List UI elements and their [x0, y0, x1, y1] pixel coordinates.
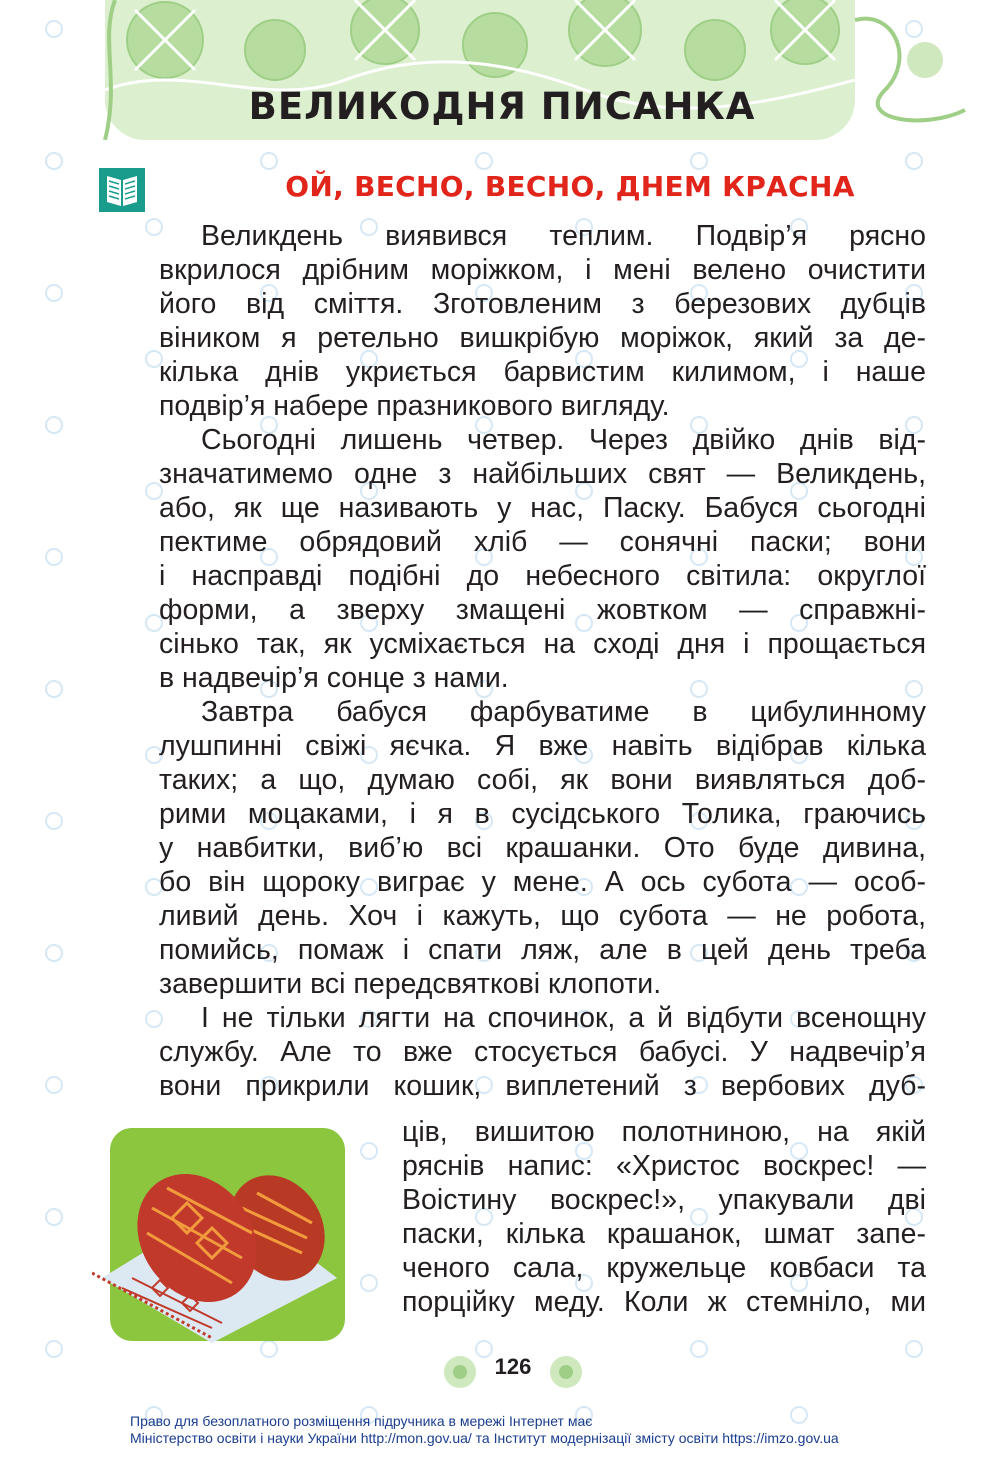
text-line: завершити всі передсвяткові клопоти. — [159, 968, 662, 1000]
story-text-side — [402, 1115, 926, 1319]
text-line: Воістину воскрес!», упакували дві — [402, 1184, 926, 1216]
watermark-mark — [260, 152, 278, 170]
text-line: в надвечір’я сонце з нами. — [159, 662, 509, 694]
chapter-title: ВЕЛИКОДНЯ ПИСАНКА — [248, 85, 756, 128]
text-line: у навбитки, виб’ю всі крашанки. Ото буде дивина, — [159, 832, 926, 864]
text-line: кілька днів укриється барвистим килимом, і наше — [159, 356, 926, 388]
text-line: Великдень виявився теплим. Подвір’я рясно — [201, 220, 926, 252]
watermark-mark — [690, 152, 708, 170]
watermark-mark — [45, 680, 63, 698]
watermark-mark — [690, 1340, 708, 1358]
text-line: пектиме обрядовий хліб — сонячні паски; вони — [159, 526, 926, 558]
text-line: вкрилося дрібним моріжком, і мені велено очистити — [159, 254, 926, 286]
watermark-mark — [45, 944, 63, 962]
watermark-mark — [45, 416, 63, 434]
story-title: ОЙ, ВЕСНО, ВЕСНО, ДНЕМ КРАСНА — [285, 170, 855, 203]
page-ornament-right — [546, 1352, 586, 1392]
watermark-mark — [45, 284, 63, 302]
text-line: його від сміття. Зготовленим з березових дубців — [159, 288, 926, 320]
page-number: 126 — [494, 1354, 532, 1379]
text-line: форми, а зверху змащені жовтком — справжні- — [159, 594, 926, 626]
watermark-mark — [360, 1142, 378, 1160]
text-line: ців, вишитою полотниною, на якій — [402, 1116, 926, 1148]
text-line: службу. Але то вже стосується бабусі. У надвечір’я — [159, 1036, 926, 1068]
text-line: ливий день. Хоч і кажуть, що субота — не робота, — [159, 900, 926, 932]
text-line: сінько так, як усміхається на сході дня і прощається — [159, 628, 926, 660]
text-line: паски, кілька крашанок, шмат запе- — [402, 1218, 926, 1250]
text-line: вони прикрили кошик, виплетений з вербових дуб- — [159, 1070, 926, 1102]
watermark-mark — [45, 20, 63, 38]
text-line: Завтра бабуся фарбуватиме в цибулинному — [201, 696, 926, 728]
text-line: таких; а що, думаю собі, як вони виявляться доб- — [159, 764, 926, 796]
open-book-icon — [99, 168, 145, 212]
watermark-mark — [905, 152, 923, 170]
watermark-mark — [45, 1340, 63, 1358]
text-line: І не тільки лягти на спочинок, а й відбути всенощну — [201, 1002, 926, 1034]
text-line: віником я ретельно вишкрібую моріжок, який за де- — [159, 322, 926, 354]
text-line: значатимемо одне з найбільших свят — Великдень, — [159, 458, 926, 490]
story-text — [159, 219, 926, 1103]
text-line: бо він щороку виграє у мене. А ось субота — особ- — [159, 866, 926, 898]
text-line: помийсь, помаж і спати ляж, але в цей день треба — [159, 934, 926, 966]
watermark-mark — [45, 152, 63, 170]
watermark-mark — [475, 152, 493, 170]
watermark-mark — [905, 1340, 923, 1358]
footer — [130, 1413, 930, 1447]
page-ornament-left — [440, 1352, 480, 1392]
watermark-mark — [45, 548, 63, 566]
text-line: порційку меду. Коли ж стемніло, ми — [402, 1286, 926, 1318]
text-line: рими моцаками, і я в сусідського Толика, граючись — [159, 798, 926, 830]
watermark-mark — [45, 812, 63, 830]
watermark-mark — [45, 1076, 63, 1094]
text-line: і насправді подібні до небесного світила: округлої — [159, 560, 926, 592]
text-line: ченого сала, кружельце ковбаси та — [402, 1252, 926, 1284]
text-line: ряснів напис: «Христос воскрес! — — [402, 1150, 926, 1182]
text-line: лушпинні свіжі яєчка. Я вже навіть відібрав кілька — [159, 730, 926, 762]
watermark-mark — [360, 1274, 378, 1292]
text-line: Сьогодні лишень четвер. Через двійко днів від- — [201, 424, 926, 456]
footer-line: Право для безоплатного розміщення підручника в мережі Інтернет має — [130, 1413, 593, 1429]
watermark-mark — [45, 1208, 63, 1226]
easter-eggs-illustration — [92, 1128, 347, 1343]
text-line: або, як ще називають у нас, Паску. Бабуся сьогодні — [159, 492, 926, 524]
text-line: подвір’я набере празникового вигляду. — [159, 390, 670, 422]
footer-line: Міністерство освіти і науки України http://mon.gov.ua/ та Інститут модернізації змісту освіти https://imzo.gov.ua — [130, 1430, 839, 1446]
